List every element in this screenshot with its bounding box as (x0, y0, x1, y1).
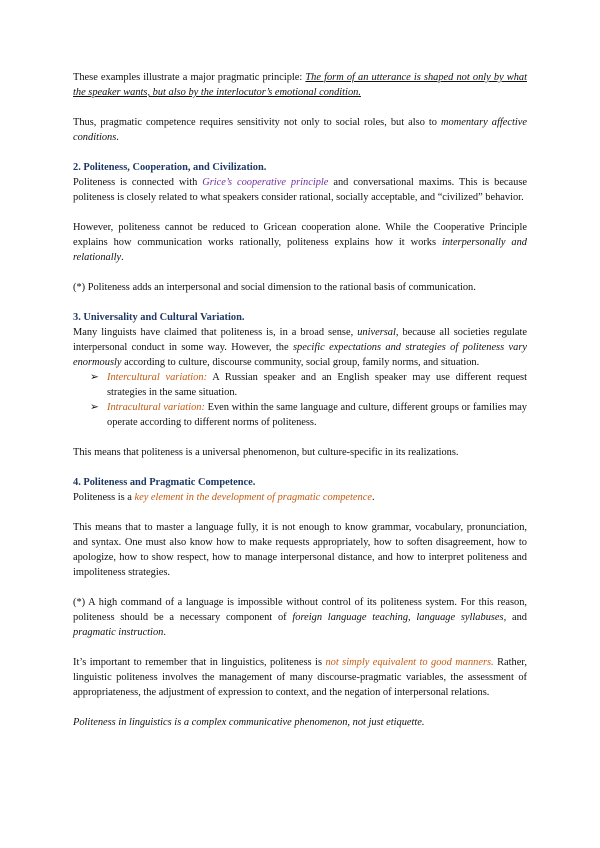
arrow-bullet-icon: ➢ (90, 372, 99, 383)
variation-list (73, 370, 527, 430)
section-4-paragraph-1: Politeness is a key element in the development of pragmatic competence. (73, 492, 375, 503)
list-item: ➢ Intercultural variation: A Russian speaker and an English speaker may use different request strategies in the same situation. (90, 372, 527, 398)
section-4-paragraph-3: (*) A high command of a language is impossible without control of its politeness system. For this reason, politeness should be a necessary component of foreign language teaching, language syllabuses, and pragmatic instruction. (73, 597, 527, 638)
competence-paragraph: Thus, pragmatic competence requires sensitivity not only to social roles, but also to momentary affective conditions. (73, 117, 527, 143)
section-3-paragraph-1: Many linguists have claimed that politeness is, in a broad sense, universal, because all societies regulate interpersonal conduct in some way. However, the specific expectations and strategies of politeness vary enormously according to culture, discourse community, social group, family norms, and situation. (73, 327, 527, 368)
principle-statement: The form of an utterance is shaped not only by what the speaker wants, but also by the interlocutor’s emotional condition. (73, 72, 527, 98)
section-4-heading: 4. Politeness and Pragmatic Competence. (73, 477, 256, 488)
section-3-conclusion: This means that politeness is a universal phenomenon, but culture-specific in its realizations. (73, 447, 459, 458)
section-2-paragraph-2: However, politeness cannot be reduced to Gricean cooperation alone. While the Cooperative Principle explains how communication works rationally, politeness explains how it works interpersonally and relationally. (73, 222, 527, 263)
document-body (73, 70, 527, 730)
list-item: ➢ Intracultural variation: Even within the same language and culture, different groups or families may operate according to different norms of politeness. (90, 402, 528, 428)
grice-term: Grice’s cooperative principle (202, 177, 329, 188)
section-2-note: (*) Politeness adds an interpersonal and social dimension to the rational basis of communication. (73, 282, 476, 293)
section-2-heading: 2. Politeness, Cooperation, and Civilization. (73, 162, 267, 173)
section-2-paragraph-1: Politeness is connected with Grice’s cooperative principle and conversational maxims. This is because politeness is closely related to what speakers consider rational, socially acceptable, and “civilized” behavior. (73, 177, 528, 203)
intro-paragraph: These examples illustrate a major pragmatic principle: The form of an utterance is shaped not only by what the speaker wants, but also by the interlocutor’s emotional condition. (73, 72, 527, 98)
section-4-paragraph-4: It’s important to remember that in linguistics, politeness is not simply equivalent to good manners. Rather, linguistic politeness involves the management of many discourse-pragmatic variables, the assessment of appropriateness, the adjustment of expression to context, and the negation of interpersonal relations. (73, 657, 528, 698)
section-4-paragraph-2: This means that to master a language fully, it is not enough to know grammar, vocabulary, pronunciation, and syntax. One must also know how to make requests appropriately, how to soften disagreement, how to apologize, how to show respect, how to manage interpersonal distance, and how to interpret politeness and impoliteness strategies. (73, 522, 527, 578)
closing-statement: Politeness in linguistics is a complex communicative phenomenon, not just etiquette. (73, 717, 425, 728)
arrow-bullet-icon: ➢ (90, 402, 99, 413)
section-3-heading: 3. Universality and Cultural Variation. (73, 312, 245, 323)
